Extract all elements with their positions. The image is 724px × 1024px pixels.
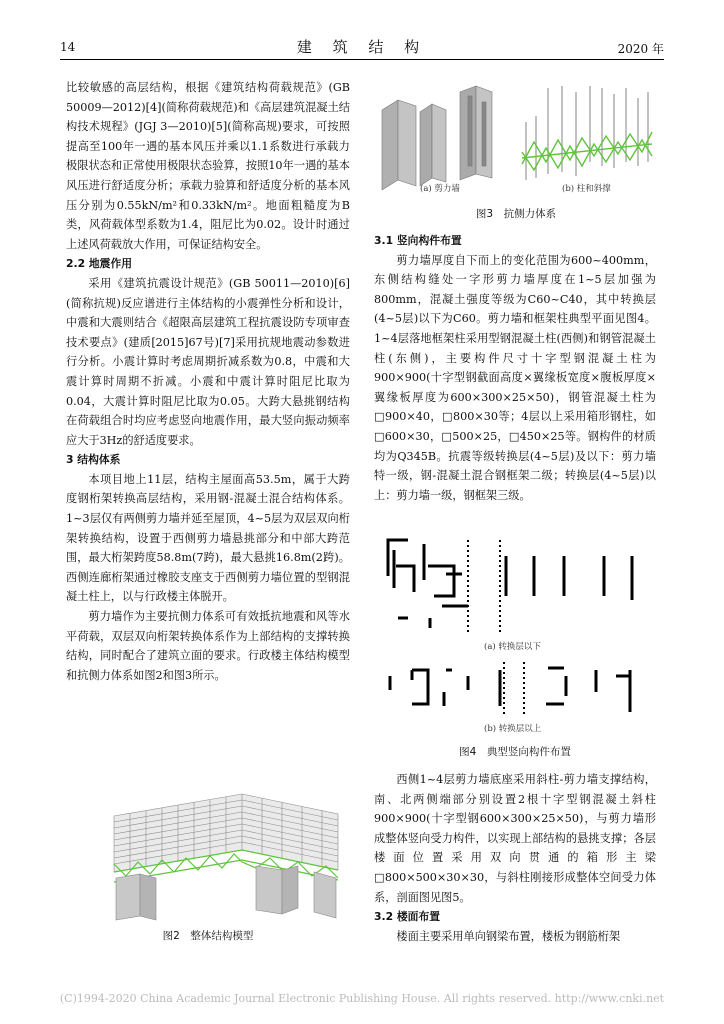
right-column-top — [374, 231, 656, 505]
figure-4-drawing — [384, 536, 652, 740]
header-rule — [60, 59, 664, 60]
plan-below-transfer — [388, 540, 632, 628]
body-paragraph: 楼面主要采用单向钢梁布置，楼板为钢筋桁架 — [396, 929, 621, 943]
journal-year: 2020 年 — [617, 42, 664, 56]
plan-above-transfer — [390, 668, 630, 712]
transfer-truss-braces — [522, 132, 652, 170]
figure-3 — [376, 82, 656, 194]
page-header — [60, 34, 664, 60]
page-number: 14 — [60, 40, 76, 54]
plan-above-transfer-dashes — [504, 662, 524, 716]
journal-title: 建 筑 结 构 — [296, 38, 428, 56]
section-heading: 3.2 楼面布置 — [374, 910, 441, 924]
figure-4b-label: (b) 转换层以上 — [484, 724, 542, 734]
body-paragraph: 本项目地上11层，结构主屋面高53.5m，属于大跨度钢桁架转换高层结构，采用钢-混凝土混合结构体系。1~3层仅有两侧剪力墙并延至屋顶，4~5层为双层双向桁架转换结构，设置于西侧剪力墙悬挑部分和中部大跨范围，最大桁架跨度58.8m(7跨)，最大悬挑16.8m(2跨)。西侧连廊桁架通过橡胶支座支于西侧剪力墙位置的型钢混凝土柱上，以与行政楼主体脱开。 — [66, 472, 350, 604]
figure-2-drawing — [66, 786, 350, 924]
plan-below-transfer-dashes — [468, 540, 500, 632]
building-frame-model — [114, 794, 338, 872]
body-paragraph: 采用《建筑抗震设计规范》(GB 50011—2010)[6](简称抗规)反应谱进行主体结构的小震弹性分析和设计，中震和大震则结合《超限高层建筑工程抗震设防专项审查技术要点》(建质[2015]67号)[7]采用抗规地震动参数进行分析。小震计算时考虑周期折减系数为0.8，中震和大震计算时周期不折减。小震和中震计算时阻尼比取为0.04，大震计算时阻尼比取为0.05。大跨大悬挑钢结构在荷载组合时均应考虑竖向地震作用，最大竖向振动频率应大于3Hz的舒适度要求。 — [66, 276, 350, 447]
figure-2-caption: 图2 整体结构模型 — [162, 930, 254, 942]
figure-3-caption: 图3 抗侧力体系 — [475, 208, 557, 220]
lower-shear-walls — [116, 866, 336, 920]
columns-braces-model — [526, 86, 648, 180]
figure-3a-label: (a) 剪力墙 — [420, 184, 460, 194]
figure-4-caption: 图4 典型竖向构件布置 — [459, 746, 571, 758]
figure-2 — [66, 786, 350, 924]
section-heading: 2.2 地震作用 — [66, 257, 133, 271]
body-paragraph: 剪力墙厚度自下而上的变化范围为600~400mm，东侧结构缝处一字形剪力墙厚度在1~5层加强为800mm，混凝土强度等级为C60~C40，其中转换层(4~5层)以下为C60。剪力墙和框架柱典型平面见图4。1~4层落地框架柱采用型钢混凝土柱(西侧)和钢管混凝土柱(东侧)，主要构件尺寸十字型钢混凝土柱为900×900(十字型钢截面高度×翼缘板宽度×腹板厚度×翼缘板厚度为600×300×25×50)，钢管混凝土柱为□900×40，□800×30等；4层以上采用箱形钢柱，如□600×30，□500×25，□450×25等。钢构件的材质均为Q345B。抗震等级转换层(4~5层)及以下：剪力墙特一级，钢-混凝土混合钢框架二级；转换层(4~5层)以上：剪力墙一级，钢框架三级。 — [374, 253, 656, 502]
body-paragraph: 西侧1~4层剪力墙底座采用斜柱-剪力墙支撑结构，南、北两侧端部分别设置2根十字型钢混凝土斜柱900×900(十字型钢600×300×25×50)，与剪力墙形成整体竖向受力构件，以实现上部结构的悬挑支撑；各层楼面位置采用双向贯通的箱形主梁□800×500×30×30，与斜柱刚接形成整体空间受力体系，剖面图见图5。 — [374, 773, 656, 904]
section-heading: 3 结构体系 — [66, 453, 121, 467]
figure-4a-label: (a) 转换层以下 — [484, 642, 541, 652]
body-paragraph: 比较敏感的高层结构，根据《建筑结构荷载规范》(GB 50009—2012)[4](简称荷载规范)和《高层建筑混凝土结构技术规程》(JGJ 3—2010)[5](简称高规)要求，可按照提高至100年一遇的基本风压并乘以1.1系数进行承载力极限状态和正常使用极限状态验算，按照10年一遇的基本风压进行舒适度分析；承载力验算和舒适度分析的基本风压分别为0.55kN/m²和0.33kN/m²。地面粗糙度为B类，风荷载体型系数为1.4，阻尼比为0.02。设计时通过上述风荷载放大作用，可保证结构安全。 — [66, 81, 350, 251]
right-column-bottom — [374, 770, 656, 946]
left-column — [66, 78, 350, 685]
shear-wall-model — [382, 86, 492, 190]
section-heading: 3.1 竖向构件布置 — [374, 234, 462, 247]
figure-4 — [384, 536, 652, 740]
figure-3b-label: (b) 柱和斜撑 — [562, 184, 611, 194]
body-paragraph: 剪力墙作为主要抗侧力体系可有效抵抗地震和风等水平荷载，双层双向桁架转换体系作为上部结构的支撑转换结构，同时配合了建筑立面的要求。行政楼主体结构模型和抗侧力体系如图2和图3所示。 — [66, 610, 350, 682]
copyright-footer: (C)1994-2020 China Academic Journal Electronic Publishing House. All rights reserved. http://www.cnki.net — [59, 992, 665, 1005]
figure-3-drawing — [376, 82, 656, 194]
